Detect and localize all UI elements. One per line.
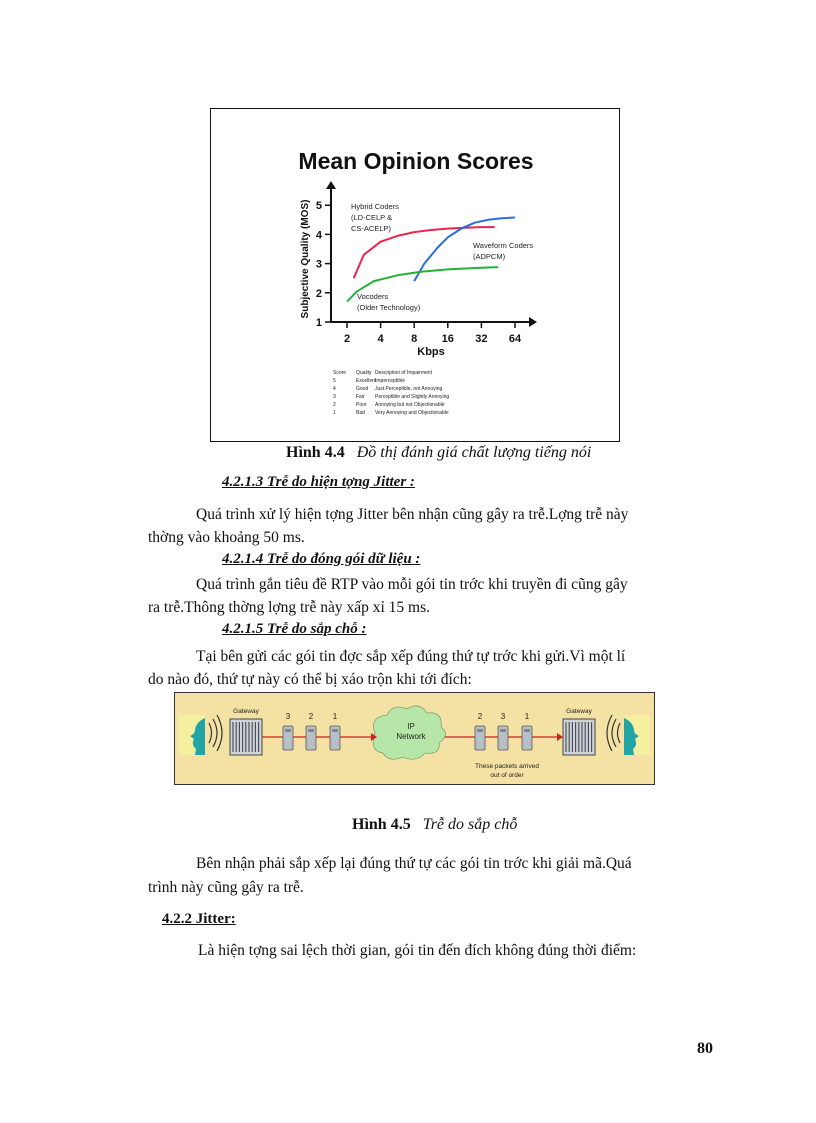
figure-4-5-caption [352, 816, 517, 834]
packet-number: 3 [500, 712, 506, 721]
annotation-line: (ADPCM) [473, 252, 506, 261]
packet-number: 2 [477, 712, 483, 721]
paragraph-line: do nào đó, thứ tự này có thể bị xáo trộn khi tới đích: [148, 671, 472, 688]
gateway-right-label: Gateway [566, 708, 592, 715]
x-tick-label: 64 [508, 333, 522, 345]
table-cell: Bad [356, 410, 365, 416]
x-tick-label: 32 [475, 333, 488, 345]
x-axis-arrow [529, 317, 537, 327]
x-axis-label: Kbps [417, 346, 445, 358]
packet-number: 1 [332, 712, 338, 721]
network-diagram-svg [175, 693, 654, 784]
x-tick-label: 8 [411, 333, 418, 345]
heading-text: 4.2.1.5 Trễ do sắp chỗ : [222, 621, 367, 637]
packet-number: 1 [524, 712, 530, 721]
paragraph-line: Quá trình gắn tiêu đề RTP vào mỗi gói tin trớc khi truyền đi cũng gây [196, 576, 628, 593]
y-axis-label: Subjective Quality (MOS) [300, 199, 311, 319]
annotation-line: Vocoders [357, 292, 389, 301]
table-cell: Annoying but not Objectionable [375, 402, 445, 408]
table-cell: Poor [356, 402, 367, 408]
mos-score-table [333, 370, 449, 416]
y-tick-label: 2 [315, 287, 322, 300]
annotation-line: Waveform Coders [473, 241, 534, 250]
table-cell: Fair [356, 394, 365, 400]
packet-number: 3 [285, 712, 291, 721]
caption-text: Trễ do sắp chỗ [422, 816, 518, 833]
x-tick-labels [344, 322, 522, 345]
y-axis-arrow [326, 181, 336, 189]
mos-chart-svg [211, 109, 619, 441]
packet-icon [283, 726, 293, 750]
annotation-hybrid-coders [351, 202, 399, 233]
speaker-left-icon [179, 715, 222, 755]
gateway-left-label: Gateway [233, 708, 259, 715]
y-tick-label: 5 [315, 200, 322, 213]
table-cell: Perceptible and Slightly Annoying [375, 394, 450, 400]
x-tick-label: 16 [441, 333, 454, 345]
gateway-right-icon [563, 719, 595, 755]
caption-text: Đồ thị đánh giá chất lượng tiếng nói [356, 444, 592, 461]
annotation-line: Hybrid Coders [351, 202, 399, 211]
heading-4-2-1-5 [222, 621, 366, 638]
table-cell: Very Annoying and Objectionable [375, 410, 449, 416]
table-cell: 1 [333, 410, 336, 416]
table-header-cell: Score [333, 370, 347, 376]
y-tick-label: 3 [315, 258, 322, 271]
table-cell: Excellent [356, 378, 377, 384]
packet-icon [475, 726, 485, 750]
paragraph-line: Quá trình xử lý hiện tợng Jitter bên nhận cũng gây ra trễ.Lợng trễ này [196, 506, 629, 523]
packet-icon [498, 726, 508, 750]
x-tick-label: 4 [377, 333, 384, 345]
chart-title: Mean Opinion Scores [298, 148, 534, 174]
figure-4-4-caption [286, 444, 591, 462]
paragraph-line: thờng vào khoảng 50 ms. [148, 529, 305, 546]
gateway-left-icon [230, 719, 262, 755]
packet-icon [330, 726, 340, 750]
packet-icon [306, 726, 316, 750]
heading-text: 4.2.1.3 Trễ do hiện tợng Jitter : [222, 474, 415, 490]
annotation-line: CS-ACELP) [351, 224, 392, 233]
table-cell: 5 [333, 378, 336, 384]
annotation-waveform-coders [473, 241, 533, 261]
annotation-line: (LD-CELP & [351, 213, 393, 222]
figure-4-4-mos-chart [210, 108, 620, 442]
table-cell: Imperceptible [375, 378, 406, 384]
figure-4-5-network-diagram [174, 692, 655, 785]
packets-right-group [475, 712, 532, 750]
table-header-cell: Description of Impairment [375, 370, 432, 376]
paragraph-line: ra trễ.Thông thờng lợng trễ này xấp xỉ 15 ms. [148, 599, 430, 616]
packet-icon [522, 726, 532, 750]
speaker-right-icon [607, 715, 650, 755]
table-cell: Good [356, 386, 369, 392]
page-number: 80 [697, 1040, 713, 1057]
heading-4-2-1-3 [222, 474, 415, 491]
annotation-line: (Older Technology) [357, 303, 421, 312]
heading-4-2-2: 4.2.2 Jitter: [162, 911, 236, 927]
caption-label: Hình 4.5 [352, 816, 411, 833]
x-tick-label: 2 [343, 333, 351, 345]
heading-4-2-1-4 [222, 551, 420, 568]
table-cell: 2 [333, 402, 336, 408]
table-header-cell: Quality [356, 370, 372, 376]
y-tick-label: 1 [315, 317, 322, 329]
out-of-order-note-line1: These packets arrived [475, 763, 539, 770]
paragraph-line: Tại bên gửi các gói tin đợc sắp xếp đúng thứ tự trớc khi gửi.Vì một lí [196, 648, 626, 665]
heading-text: 4.2.1.4 Trễ do đóng gói dữ liệu : [222, 551, 421, 567]
packets-left-group [283, 712, 340, 750]
y-tick-labels [316, 200, 331, 329]
y-tick-label: 4 [315, 229, 322, 242]
paragraph-line: Bên nhận phải sắp xếp lại đúng thứ tự các gói tin trớc khi giải mã.Quá [196, 855, 632, 872]
paragraph-line: trình này cũng gây ra trễ. [148, 879, 304, 896]
packet-number: 2 [308, 712, 314, 721]
annotation-vocoders [357, 292, 421, 312]
table-cell: Just Perceptible, not Annoying [375, 386, 443, 392]
caption-label: Hình 4.4 [286, 444, 345, 461]
paragraph-line: Là hiện tợng sai lệch thời gian, gói tin đến đích không đúng thời điểm: [198, 942, 637, 959]
table-cell: 4 [333, 386, 336, 392]
ip-label: IP [407, 722, 415, 731]
network-label: Network [396, 732, 426, 741]
out-of-order-note-line2: out of order [490, 772, 524, 779]
table-cell: 3 [333, 394, 336, 400]
